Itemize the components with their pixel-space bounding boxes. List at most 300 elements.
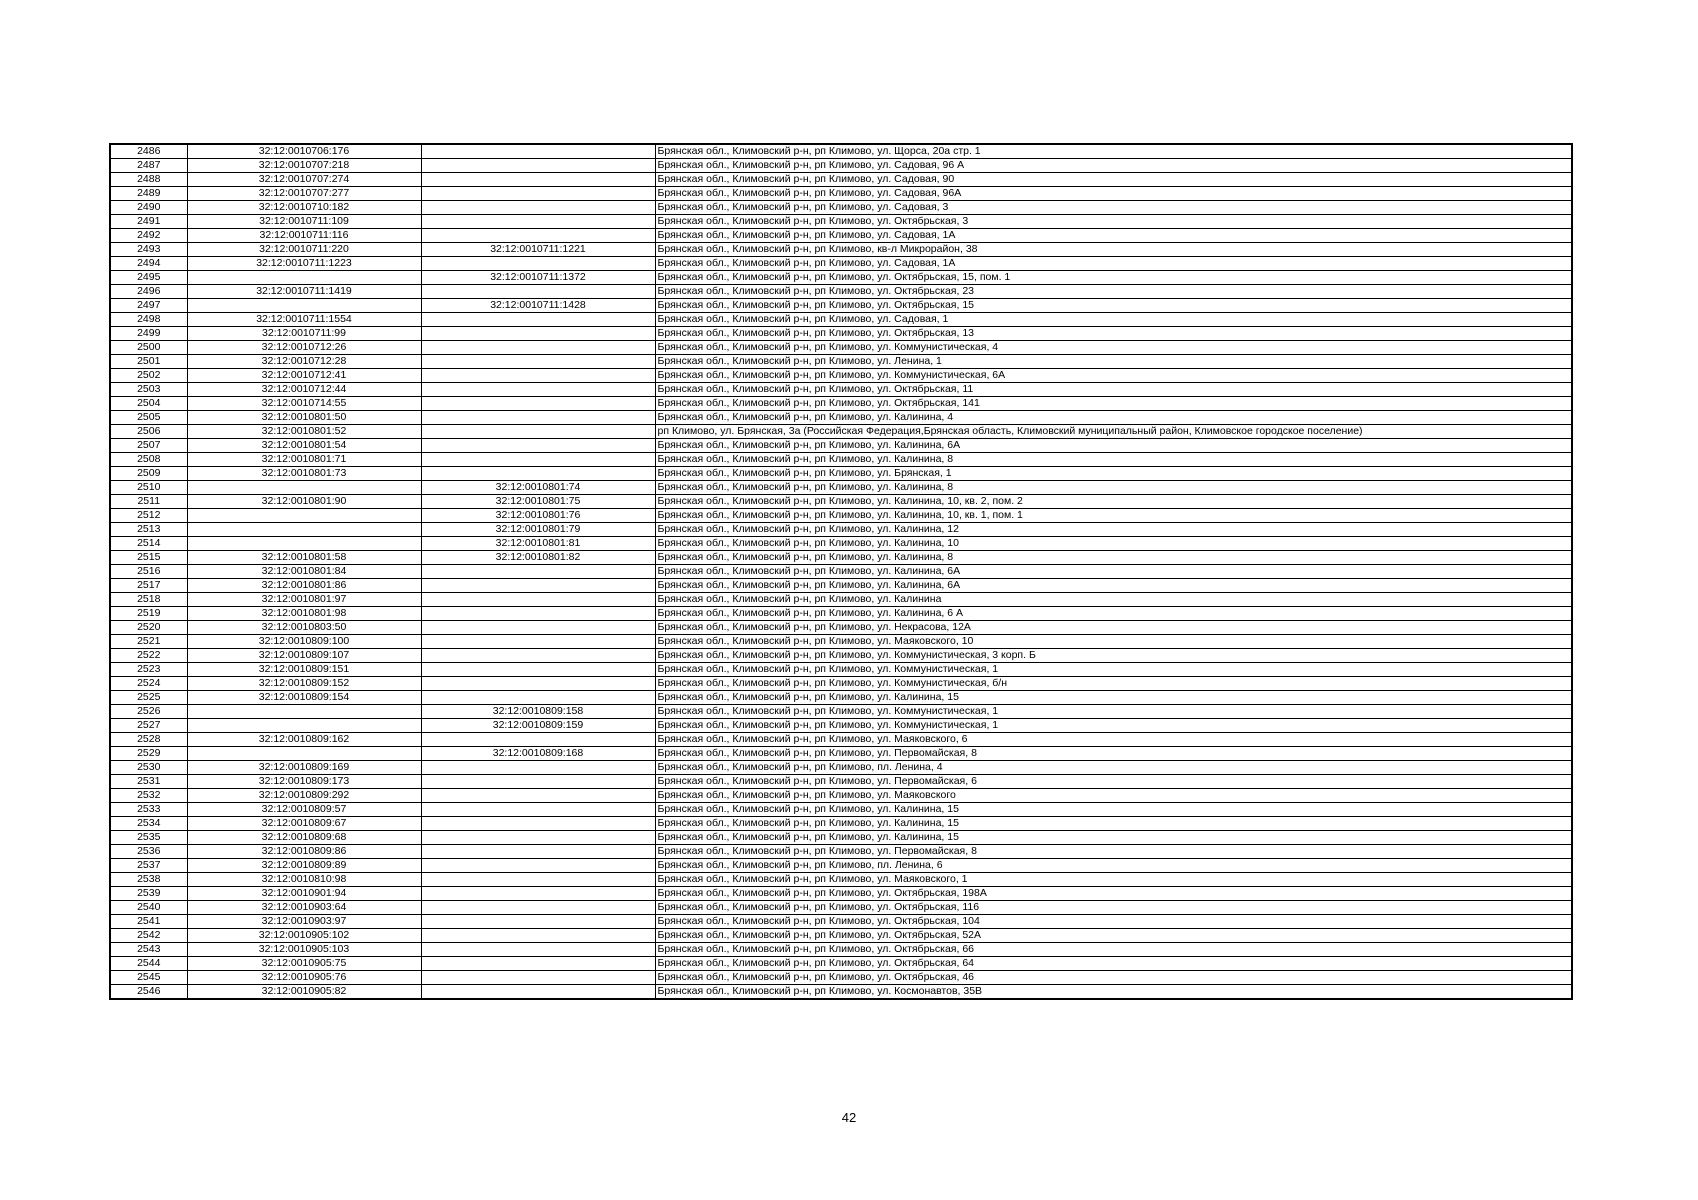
row-number-cell: 2540 <box>110 901 187 915</box>
cadastral-number-cell: 32:12:0010905:76 <box>187 971 421 985</box>
row-number-cell: 2534 <box>110 817 187 831</box>
table-row <box>110 425 1572 439</box>
table-row <box>110 341 1572 355</box>
parent-cadastral-number-cell: 32:12:0010711:1428 <box>421 299 655 313</box>
row-number-cell: 2516 <box>110 565 187 579</box>
row-number-cell: 2529 <box>110 747 187 761</box>
address-cell: Брянская обл., Климовский р-н, рп Климово, ул. Маяковского <box>655 789 1572 803</box>
row-number-cell: 2528 <box>110 733 187 747</box>
address-cell: Брянская обл., Климовский р-н, рп Климово, ул. Коммунистическая, 4 <box>655 341 1572 355</box>
cadastral-number-cell: 32:12:0010903:64 <box>187 901 421 915</box>
row-number-cell: 2523 <box>110 663 187 677</box>
cadastral-number-cell: 32:12:0010711:1419 <box>187 285 421 299</box>
table-row <box>110 747 1572 761</box>
address-cell: Брянская обл., Климовский р-н, рп Климово, ул. Первомайская, 6 <box>655 775 1572 789</box>
cadastral-number-cell: 32:12:0010809:89 <box>187 859 421 873</box>
row-number-cell: 2500 <box>110 341 187 355</box>
table-row <box>110 551 1572 565</box>
address-cell: Брянская обл., Климовский р-н, рп Климово, ул. Калинина, 12 <box>655 523 1572 537</box>
cadastral-number-cell: 32:12:0010707:218 <box>187 159 421 173</box>
cadastral-number-cell: 32:12:0010905:102 <box>187 929 421 943</box>
parent-cadastral-number-cell <box>421 159 655 173</box>
table-row <box>110 901 1572 915</box>
parent-cadastral-number-cell <box>421 397 655 411</box>
row-number-cell: 2512 <box>110 509 187 523</box>
cadastral-number-cell: 32:12:0010801:73 <box>187 467 421 481</box>
parent-cadastral-number-cell <box>421 383 655 397</box>
row-number-cell: 2517 <box>110 579 187 593</box>
address-cell: Брянская обл., Климовский р-н, рп Климово, ул. Октябрьская, 13 <box>655 327 1572 341</box>
table-row <box>110 187 1572 201</box>
table-row <box>110 257 1572 271</box>
parent-cadastral-number-cell <box>421 607 655 621</box>
address-cell: Брянская обл., Климовский р-н, рп Климово, ул. Коммунистическая, 6А <box>655 369 1572 383</box>
address-cell: Брянская обл., Климовский р-н, рп Климово, ул. Октябрьская, 141 <box>655 397 1572 411</box>
address-cell: Брянская обл., Климовский р-н, рп Климово, ул. Октябрьская, 52А <box>655 929 1572 943</box>
table-row <box>110 201 1572 215</box>
cadastral-number-cell: 32:12:0010801:98 <box>187 607 421 621</box>
cadastral-number-cell: 32:12:0010901:94 <box>187 887 421 901</box>
row-number-cell: 2489 <box>110 187 187 201</box>
cadastral-number-cell <box>187 481 421 495</box>
address-cell: Брянская обл., Климовский р-н, рп Климово, ул. Октябрьская, 46 <box>655 971 1572 985</box>
cadastral-number-cell: 32:12:0010809:162 <box>187 733 421 747</box>
table-row <box>110 355 1572 369</box>
parent-cadastral-number-cell <box>421 439 655 453</box>
cadastral-number-cell: 32:12:0010711:109 <box>187 215 421 229</box>
address-cell: Брянская обл., Климовский р-н, рп Климово, ул. Садовая, 3 <box>655 201 1572 215</box>
address-cell: Брянская обл., Климовский р-н, рп Климово, ул. Калинина, 6А <box>655 565 1572 579</box>
address-cell: Брянская обл., Климовский р-н, рп Климово, ул. Калинина <box>655 593 1572 607</box>
table-row <box>110 845 1572 859</box>
row-number-cell: 2514 <box>110 537 187 551</box>
parent-cadastral-number-cell: 32:12:0010809:159 <box>421 719 655 733</box>
cadastral-number-cell: 32:12:0010711:99 <box>187 327 421 341</box>
table-row <box>110 957 1572 971</box>
table-row <box>110 887 1572 901</box>
parent-cadastral-number-cell <box>421 691 655 705</box>
address-cell: Брянская обл., Климовский р-н, рп Климово, ул. Коммунистическая, 1 <box>655 705 1572 719</box>
row-number-cell: 2521 <box>110 635 187 649</box>
table-row <box>110 775 1572 789</box>
property-registry-table <box>109 143 1573 1000</box>
cadastral-number-cell: 32:12:0010712:41 <box>187 369 421 383</box>
address-cell: Брянская обл., Климовский р-н, рп Климово, ул. Брянская, 1 <box>655 467 1572 481</box>
registry-table-body <box>110 144 1572 999</box>
cadastral-number-cell <box>187 537 421 551</box>
cadastral-number-cell: 32:12:0010905:103 <box>187 943 421 957</box>
address-cell: Брянская обл., Климовский р-н, рп Климово, ул. Октябрьская, 3 <box>655 215 1572 229</box>
table-row <box>110 565 1572 579</box>
parent-cadastral-number-cell <box>421 144 655 159</box>
cadastral-number-cell <box>187 509 421 523</box>
row-number-cell: 2501 <box>110 355 187 369</box>
cadastral-number-cell: 32:12:0010711:116 <box>187 229 421 243</box>
parent-cadastral-number-cell <box>421 369 655 383</box>
table-row <box>110 439 1572 453</box>
parent-cadastral-number-cell <box>421 789 655 803</box>
address-cell: Брянская обл., Климовский р-н, рп Климово, ул. Садовая, 1 <box>655 313 1572 327</box>
cadastral-number-cell: 32:12:0010707:274 <box>187 173 421 187</box>
table-row <box>110 144 1572 159</box>
parent-cadastral-number-cell <box>421 215 655 229</box>
row-number-cell: 2530 <box>110 761 187 775</box>
cadastral-number-cell: 32:12:0010810:98 <box>187 873 421 887</box>
address-cell: Брянская обл., Климовский р-н, рп Климово, ул. Садовая, 1А <box>655 257 1572 271</box>
table-row <box>110 537 1572 551</box>
cadastral-number-cell: 32:12:0010801:54 <box>187 439 421 453</box>
table-row <box>110 397 1572 411</box>
table-row <box>110 159 1572 173</box>
table-row <box>110 859 1572 873</box>
parent-cadastral-number-cell <box>421 621 655 635</box>
cadastral-number-cell <box>187 271 421 285</box>
address-cell: Брянская обл., Климовский р-н, рп Климово, ул. Калинина, 6А <box>655 439 1572 453</box>
row-number-cell: 2508 <box>110 453 187 467</box>
address-cell: Брянская обл., Климовский р-н, рп Климово, ул. Первомайская, 8 <box>655 747 1572 761</box>
address-cell: Брянская обл., Климовский р-н, рп Климово, кв-л Микрорайон, 38 <box>655 243 1572 257</box>
row-number-cell: 2499 <box>110 327 187 341</box>
parent-cadastral-number-cell <box>421 411 655 425</box>
table-row <box>110 663 1572 677</box>
cadastral-number-cell: 32:12:0010903:97 <box>187 915 421 929</box>
table-row <box>110 621 1572 635</box>
address-cell: Брянская обл., Климовский р-н, рп Климово, ул. Некрасова, 12А <box>655 621 1572 635</box>
table-row <box>110 243 1572 257</box>
row-number-cell: 2502 <box>110 369 187 383</box>
parent-cadastral-number-cell <box>421 579 655 593</box>
cadastral-number-cell: 32:12:0010809:100 <box>187 635 421 649</box>
parent-cadastral-number-cell <box>421 677 655 691</box>
cadastral-number-cell: 32:12:0010714:55 <box>187 397 421 411</box>
cadastral-number-cell: 32:12:0010801:52 <box>187 425 421 439</box>
parent-cadastral-number-cell <box>421 285 655 299</box>
cadastral-number-cell: 32:12:0010707:277 <box>187 187 421 201</box>
address-cell: Брянская обл., Климовский р-н, рп Климово, ул. Садовая, 1А <box>655 229 1572 243</box>
row-number-cell: 2504 <box>110 397 187 411</box>
row-number-cell: 2506 <box>110 425 187 439</box>
table-row <box>110 173 1572 187</box>
address-cell: Брянская обл., Климовский р-н, рп Климово, ул. Маяковского, 1 <box>655 873 1572 887</box>
parent-cadastral-number-cell: 32:12:0010801:81 <box>421 537 655 551</box>
table-row <box>110 369 1572 383</box>
table-row <box>110 523 1572 537</box>
table-row <box>110 271 1572 285</box>
cadastral-number-cell <box>187 705 421 719</box>
parent-cadastral-number-cell <box>421 985 655 1000</box>
row-number-cell: 2537 <box>110 859 187 873</box>
cadastral-number-cell: 32:12:0010809:68 <box>187 831 421 845</box>
row-number-cell: 2503 <box>110 383 187 397</box>
parent-cadastral-number-cell <box>421 467 655 481</box>
row-number-cell: 2526 <box>110 705 187 719</box>
row-number-cell: 2507 <box>110 439 187 453</box>
cadastral-number-cell: 32:12:0010809:152 <box>187 677 421 691</box>
parent-cadastral-number-cell <box>421 943 655 957</box>
table-row <box>110 327 1572 341</box>
cadastral-number-cell: 32:12:0010905:82 <box>187 985 421 1000</box>
parent-cadastral-number-cell: 32:12:0010711:1221 <box>421 243 655 257</box>
address-cell: Брянская обл., Климовский р-н, рп Климово, ул. Маяковского, 10 <box>655 635 1572 649</box>
row-number-cell: 2488 <box>110 173 187 187</box>
cadastral-number-cell: 32:12:0010803:50 <box>187 621 421 635</box>
address-cell: Брянская обл., Климовский р-н, рп Климово, ул. Октябрьская, 15 <box>655 299 1572 313</box>
row-number-cell: 2520 <box>110 621 187 635</box>
address-cell: Брянская обл., Климовский р-н, рп Климово, ул. Калинина, 8 <box>655 551 1572 565</box>
parent-cadastral-number-cell <box>421 635 655 649</box>
address-cell: Брянская обл., Климовский р-н, рп Климово, ул. Калинина, 15 <box>655 803 1572 817</box>
cadastral-number-cell: 32:12:0010801:84 <box>187 565 421 579</box>
table-row <box>110 285 1572 299</box>
address-cell: Брянская обл., Климовский р-н, рп Климово, ул. Октябрьская, 198А <box>655 887 1572 901</box>
parent-cadastral-number-cell <box>421 887 655 901</box>
cadastral-number-cell: 32:12:0010711:220 <box>187 243 421 257</box>
row-number-cell: 2494 <box>110 257 187 271</box>
cadastral-number-cell <box>187 299 421 313</box>
table-row <box>110 803 1572 817</box>
cadastral-number-cell: 32:12:0010809:169 <box>187 761 421 775</box>
cadastral-number-cell: 32:12:0010809:107 <box>187 649 421 663</box>
table-row <box>110 705 1572 719</box>
cadastral-number-cell: 32:12:0010706:176 <box>187 144 421 159</box>
cadastral-number-cell <box>187 747 421 761</box>
address-cell: Брянская обл., Климовский р-н, рп Климово, ул. Коммунистическая, б/н <box>655 677 1572 691</box>
table-row <box>110 817 1572 831</box>
parent-cadastral-number-cell <box>421 313 655 327</box>
table-row <box>110 495 1572 509</box>
row-number-cell: 2496 <box>110 285 187 299</box>
cadastral-number-cell: 32:12:0010809:67 <box>187 817 421 831</box>
cadastral-number-cell: 32:12:0010905:75 <box>187 957 421 971</box>
address-cell: Брянская обл., Климовский р-н, рп Климово, ул. Октябрьская, 116 <box>655 901 1572 915</box>
cadastral-number-cell: 32:12:0010711:1554 <box>187 313 421 327</box>
address-cell: Брянская обл., Климовский р-н, рп Климово, ул. Садовая, 96А <box>655 187 1572 201</box>
table-row <box>110 229 1572 243</box>
table-row <box>110 313 1572 327</box>
cadastral-number-cell: 32:12:0010801:86 <box>187 579 421 593</box>
parent-cadastral-number-cell <box>421 817 655 831</box>
parent-cadastral-number-cell <box>421 453 655 467</box>
page-number: 42 <box>841 1110 857 1125</box>
table-row <box>110 607 1572 621</box>
cadastral-number-cell: 32:12:0010711:1223 <box>187 257 421 271</box>
address-cell: Брянская обл., Климовский р-н, рп Климово, ул. Калинина, 10 <box>655 537 1572 551</box>
row-number-cell: 2541 <box>110 915 187 929</box>
row-number-cell: 2535 <box>110 831 187 845</box>
cadastral-number-cell: 32:12:0010809:292 <box>187 789 421 803</box>
address-cell: Брянская обл., Климовский р-н, рп Климово, ул. Калинина, 15 <box>655 831 1572 845</box>
row-number-cell: 2545 <box>110 971 187 985</box>
table-row <box>110 593 1572 607</box>
parent-cadastral-number-cell <box>421 425 655 439</box>
address-cell: Брянская обл., Климовский р-н, рп Климово, ул. Октябрьская, 64 <box>655 957 1572 971</box>
parent-cadastral-number-cell <box>421 845 655 859</box>
row-number-cell: 2531 <box>110 775 187 789</box>
address-cell: рп Климово, ул. Брянская, 3а (Российская Федерация,Брянская область, Климовский муниципальный район, Климовское городское поселение) <box>655 425 1572 439</box>
row-number-cell: 2505 <box>110 411 187 425</box>
address-cell: Брянская обл., Климовский р-н, рп Климово, ул. Садовая, 96 А <box>655 159 1572 173</box>
address-cell: Брянская обл., Климовский р-н, рп Климово, пл. Ленина, 4 <box>655 761 1572 775</box>
cadastral-number-cell <box>187 523 421 537</box>
row-number-cell: 2492 <box>110 229 187 243</box>
row-number-cell: 2509 <box>110 467 187 481</box>
address-cell: Брянская обл., Климовский р-н, рп Климово, ул. Калинина, 15 <box>655 691 1572 705</box>
cadastral-number-cell: 32:12:0010712:26 <box>187 341 421 355</box>
cadastral-number-cell: 32:12:0010801:58 <box>187 551 421 565</box>
table-row <box>110 411 1572 425</box>
address-cell: Брянская обл., Климовский р-н, рп Климово, пл. Ленина, 6 <box>655 859 1572 873</box>
table-row <box>110 761 1572 775</box>
parent-cadastral-number-cell: 32:12:0010801:75 <box>421 495 655 509</box>
address-cell: Брянская обл., Климовский р-н, рп Климово, ул. Калинина, 6А <box>655 579 1572 593</box>
address-cell: Брянская обл., Климовский р-н, рп Климово, ул. Коммунистическая, 3 корп. Б <box>655 649 1572 663</box>
table-row <box>110 971 1572 985</box>
table-row <box>110 299 1572 313</box>
row-number-cell: 2486 <box>110 144 187 159</box>
parent-cadastral-number-cell <box>421 341 655 355</box>
address-cell: Брянская обл., Климовский р-н, рп Климово, ул. Калинина, 8 <box>655 481 1572 495</box>
row-number-cell: 2490 <box>110 201 187 215</box>
parent-cadastral-number-cell <box>421 187 655 201</box>
cadastral-number-cell: 32:12:0010809:151 <box>187 663 421 677</box>
address-cell: Брянская обл., Климовский р-н, рп Климово, ул. Октябрьская, 23 <box>655 285 1572 299</box>
address-cell: Брянская обл., Климовский р-н, рп Климово, ул. Калинина, 10, кв. 1, пом. 1 <box>655 509 1572 523</box>
cadastral-number-cell: 32:12:0010801:71 <box>187 453 421 467</box>
parent-cadastral-number-cell <box>421 957 655 971</box>
table-row <box>110 719 1572 733</box>
table-row <box>110 383 1572 397</box>
row-number-cell: 2524 <box>110 677 187 691</box>
table-row <box>110 929 1572 943</box>
parent-cadastral-number-cell <box>421 971 655 985</box>
row-number-cell: 2532 <box>110 789 187 803</box>
table-row <box>110 579 1572 593</box>
row-number-cell: 2495 <box>110 271 187 285</box>
row-number-cell: 2544 <box>110 957 187 971</box>
table-row <box>110 915 1572 929</box>
parent-cadastral-number-cell: 32:12:0010809:168 <box>421 747 655 761</box>
table-row <box>110 677 1572 691</box>
parent-cadastral-number-cell <box>421 803 655 817</box>
address-cell: Брянская обл., Климовский р-н, рп Климово, ул. Калинина, 4 <box>655 411 1572 425</box>
table-row <box>110 649 1572 663</box>
table-row <box>110 215 1572 229</box>
row-number-cell: 2522 <box>110 649 187 663</box>
cadastral-number-cell: 32:12:0010809:57 <box>187 803 421 817</box>
row-number-cell: 2491 <box>110 215 187 229</box>
row-number-cell: 2513 <box>110 523 187 537</box>
address-cell: Брянская обл., Климовский р-н, рп Климово, ул. Ленина, 1 <box>655 355 1572 369</box>
parent-cadastral-number-cell <box>421 859 655 873</box>
address-cell: Брянская обл., Климовский р-н, рп Климово, ул. Щорса, 20а стр. 1 <box>655 144 1572 159</box>
cadastral-number-cell: 32:12:0010710:182 <box>187 201 421 215</box>
parent-cadastral-number-cell <box>421 201 655 215</box>
row-number-cell: 2539 <box>110 887 187 901</box>
address-cell: Брянская обл., Климовский р-н, рп Климово, ул. Садовая, 90 <box>655 173 1572 187</box>
row-number-cell: 2510 <box>110 481 187 495</box>
parent-cadastral-number-cell: 32:12:0010711:1372 <box>421 271 655 285</box>
table-row <box>110 789 1572 803</box>
cadastral-number-cell <box>187 719 421 733</box>
parent-cadastral-number-cell <box>421 593 655 607</box>
cadastral-number-cell: 32:12:0010809:86 <box>187 845 421 859</box>
parent-cadastral-number-cell <box>421 173 655 187</box>
table-row <box>110 873 1572 887</box>
table-row <box>110 509 1572 523</box>
row-number-cell: 2511 <box>110 495 187 509</box>
address-cell: Брянская обл., Климовский р-н, рп Климово, ул. Калинина, 15 <box>655 817 1572 831</box>
address-cell: Брянская обл., Климовский р-н, рп Климово, ул. Октябрьская, 15, пом. 1 <box>655 271 1572 285</box>
parent-cadastral-number-cell <box>421 873 655 887</box>
table-row <box>110 831 1572 845</box>
parent-cadastral-number-cell: 32:12:0010809:158 <box>421 705 655 719</box>
cadastral-number-cell: 32:12:0010801:50 <box>187 411 421 425</box>
row-number-cell: 2538 <box>110 873 187 887</box>
table-row <box>110 467 1572 481</box>
address-cell: Брянская обл., Климовский р-н, рп Климово, ул. Калинина, 6 А <box>655 607 1572 621</box>
table-row <box>110 985 1572 1000</box>
parent-cadastral-number-cell <box>421 229 655 243</box>
table-row <box>110 943 1572 957</box>
row-number-cell: 2487 <box>110 159 187 173</box>
parent-cadastral-number-cell <box>421 663 655 677</box>
row-number-cell: 2533 <box>110 803 187 817</box>
row-number-cell: 2546 <box>110 985 187 1000</box>
parent-cadastral-number-cell <box>421 915 655 929</box>
address-cell: Брянская обл., Климовский р-н, рп Климово, ул. Октябрьская, 66 <box>655 943 1572 957</box>
row-number-cell: 2515 <box>110 551 187 565</box>
parent-cadastral-number-cell <box>421 649 655 663</box>
cadastral-number-cell: 32:12:0010809:173 <box>187 775 421 789</box>
cadastral-number-cell: 32:12:0010801:97 <box>187 593 421 607</box>
table-row <box>110 481 1572 495</box>
row-number-cell: 2498 <box>110 313 187 327</box>
cadastral-number-cell: 32:12:0010809:154 <box>187 691 421 705</box>
address-cell: Брянская обл., Климовский р-н, рп Климово, ул. Первомайская, 8 <box>655 845 1572 859</box>
cadastral-number-cell: 32:12:0010712:28 <box>187 355 421 369</box>
parent-cadastral-number-cell: 32:12:0010801:76 <box>421 509 655 523</box>
row-number-cell: 2518 <box>110 593 187 607</box>
parent-cadastral-number-cell: 32:12:0010801:74 <box>421 481 655 495</box>
table-row <box>110 733 1572 747</box>
row-number-cell: 2525 <box>110 691 187 705</box>
address-cell: Брянская обл., Климовский р-н, рп Климово, ул. Калинина, 10, кв. 2, пом. 2 <box>655 495 1572 509</box>
cadastral-number-cell: 32:12:0010801:90 <box>187 495 421 509</box>
parent-cadastral-number-cell <box>421 327 655 341</box>
row-number-cell: 2493 <box>110 243 187 257</box>
address-cell: Брянская обл., Климовский р-н, рп Климово, ул. Октябрьская, 104 <box>655 915 1572 929</box>
parent-cadastral-number-cell <box>421 355 655 369</box>
row-number-cell: 2542 <box>110 929 187 943</box>
cadastral-number-cell: 32:12:0010712:44 <box>187 383 421 397</box>
parent-cadastral-number-cell <box>421 929 655 943</box>
row-number-cell: 2527 <box>110 719 187 733</box>
parent-cadastral-number-cell <box>421 733 655 747</box>
parent-cadastral-number-cell <box>421 901 655 915</box>
address-cell: Брянская обл., Климовский р-н, рп Климово, ул. Октябрьская, 11 <box>655 383 1572 397</box>
address-cell: Брянская обл., Климовский р-н, рп Климово, ул. Коммунистическая, 1 <box>655 719 1572 733</box>
table-row <box>110 691 1572 705</box>
parent-cadastral-number-cell <box>421 775 655 789</box>
table-row <box>110 453 1572 467</box>
address-cell: Брянская обл., Климовский р-н, рп Климово, ул. Калинина, 8 <box>655 453 1572 467</box>
parent-cadastral-number-cell: 32:12:0010801:82 <box>421 551 655 565</box>
parent-cadastral-number-cell <box>421 565 655 579</box>
parent-cadastral-number-cell <box>421 831 655 845</box>
row-number-cell: 2536 <box>110 845 187 859</box>
table-row <box>110 635 1572 649</box>
address-cell: Брянская обл., Климовский р-н, рп Климово, ул. Маяковского, 6 <box>655 733 1572 747</box>
